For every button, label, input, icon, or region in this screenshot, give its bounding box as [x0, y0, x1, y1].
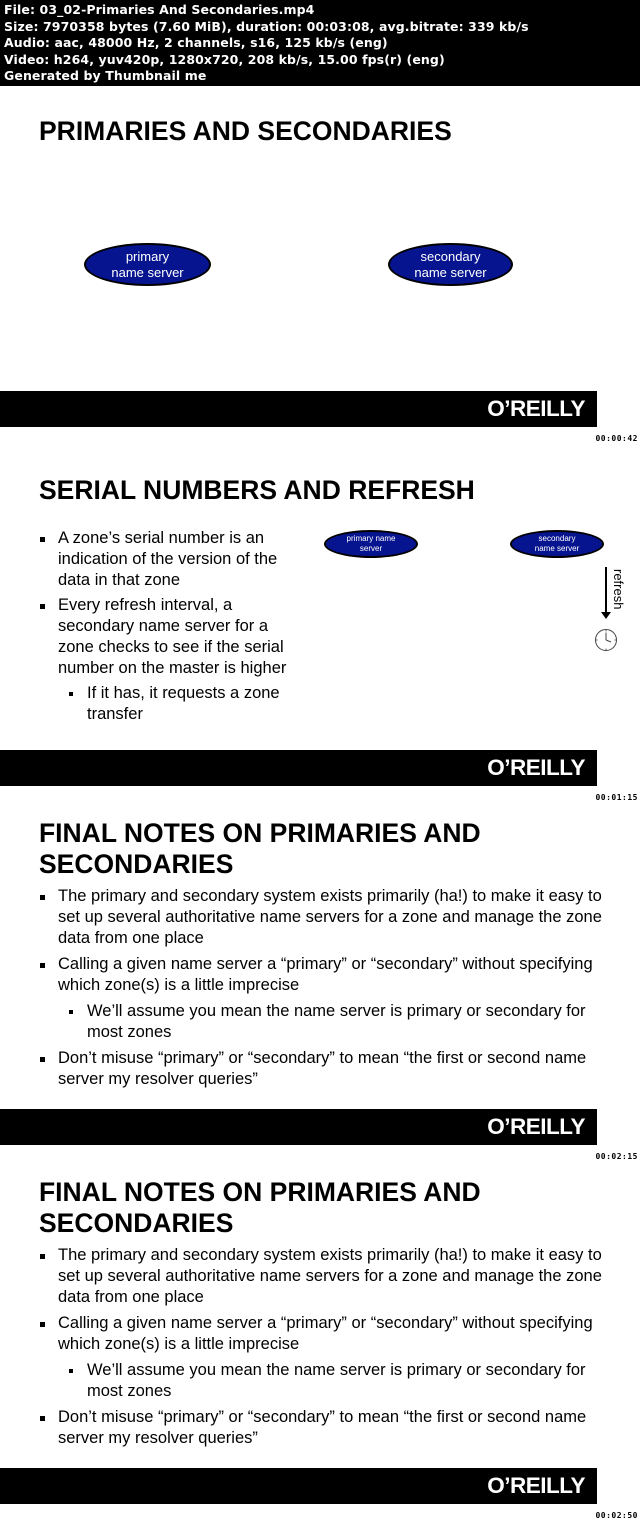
secondary-name-server-ellipse: secondary name server — [510, 530, 604, 558]
refresh-arrow-icon — [605, 567, 607, 617]
bullet-item: Calling a given name server a “primary” or “secondary” without specifying which zone(s) is a little imprecise — [58, 1313, 603, 1355]
bullet-marker — [40, 537, 45, 542]
video-info: Video: h264, yuv420p, 1280x720, 208 kb/s, 15.00 fps(r) (eng) — [4, 51, 445, 67]
sub-bullet-item: We’ll assume you mean the name server is primary or secondary for most zones — [87, 1001, 603, 1043]
sub-bullet-item: We’ll assume you mean the name server is primary or secondary for most zones — [87, 1360, 603, 1402]
bullet-list — [58, 528, 308, 725]
secondary-label-line1: secondary — [420, 248, 481, 264]
refresh-label: refresh — [611, 569, 626, 610]
audio-info: Audio: aac, 48000 Hz, 2 channels, s16, 125 kb/s (eng) — [4, 35, 388, 50]
primary-label-line2: name server — [111, 264, 184, 280]
thumbnail-frame-4 — [0, 1163, 640, 1522]
oreilly-logo: O’REILLY — [487, 396, 585, 421]
oreilly-logo: O’REILLY — [487, 1114, 585, 1139]
file-info: File: 03_02-Primaries And Secondaries.mp4 — [4, 2, 315, 17]
thumbnail-frame-2 — [0, 445, 640, 804]
secondary-label-line2: name server — [414, 264, 487, 280]
thumbnail-frame-3 — [0, 804, 640, 1163]
bullet-marker — [40, 1254, 45, 1259]
bullet-item: Don’t misuse “primary” or “secondary” to mean “the first or second name server my resolver queries” — [58, 1407, 603, 1449]
bullet-marker — [40, 1416, 45, 1421]
sub-bullet-marker — [69, 1369, 73, 1373]
timestamp: 00:02:15 — [595, 1152, 638, 1161]
primary-label-line1: primary — [125, 248, 170, 264]
video-info-header — [0, 0, 640, 86]
bullet-item: Don’t misuse “primary” or “secondary” to mean “the first or second name server my resolver queries” — [58, 1048, 603, 1090]
secondary-name-server-ellipse — [388, 243, 513, 286]
sub-bullet-item: If it has, it requests a zone transfer — [87, 683, 308, 725]
slide-title: FINAL NOTES ON PRIMARIES AND SECONDARIES — [39, 818, 481, 879]
bullet-item: Every refresh interval, a secondary name server for a zone checks to see if the serial number on the master is higher — [58, 595, 308, 679]
bullet-marker — [40, 1322, 45, 1327]
bottom-bar — [0, 391, 597, 427]
bullet-item: The primary and secondary system exists primarily (ha!) to make it easy to set up several authoritative name servers for a zone and manage the zone data from one place — [58, 1245, 603, 1308]
bottom-bar — [0, 1468, 597, 1504]
bottom-bar — [0, 750, 597, 786]
slide-title: FINAL NOTES ON PRIMARIES AND SECONDARIES — [39, 1177, 481, 1238]
bottom-bar — [0, 1109, 597, 1145]
bullet-marker — [40, 895, 45, 900]
timestamp: 00:01:15 — [595, 793, 638, 802]
bullet-item: The primary and secondary system exists primarily (ha!) to make it easy to set up several authoritative name servers for a zone and manage the zone data from one place — [58, 886, 603, 949]
bullet-list — [58, 886, 603, 1090]
bullet-item: A zone’s serial number is an indication of the version of the data in that zone — [58, 528, 308, 591]
oreilly-logo: O’REILLY — [487, 1473, 585, 1498]
sub-bullet-marker — [69, 1010, 73, 1014]
bullet-marker — [40, 604, 45, 609]
bullet-list — [58, 1245, 603, 1449]
primary-name-server-ellipse — [84, 243, 211, 286]
thumbnail-frame-1 — [0, 86, 640, 445]
size-info: Size: 7970358 bytes (7.60 MiB), duration: 00:03:08, avg.bitrate: 339 kb/s — [4, 18, 529, 34]
slide-title: SERIAL NUMBERS AND REFRESH — [39, 475, 475, 505]
bullet-marker — [40, 963, 45, 968]
bullet-item: Calling a given name server a “primary” or “secondary” without specifying which zone(s) is a little imprecise — [58, 954, 603, 996]
primary-name-server-ellipse: primary name server — [324, 530, 418, 558]
sub-bullet-marker — [69, 692, 73, 696]
oreilly-logo: O’REILLY — [487, 755, 585, 780]
clock-icon — [594, 628, 618, 652]
timestamp: 00:02:50 — [595, 1511, 638, 1520]
timestamp: 00:00:42 — [595, 434, 638, 443]
generator-info: Generated by Thumbnail me — [4, 68, 207, 83]
bullet-marker — [40, 1057, 45, 1062]
slide-title: PRIMARIES AND SECONDARIES — [39, 116, 452, 146]
